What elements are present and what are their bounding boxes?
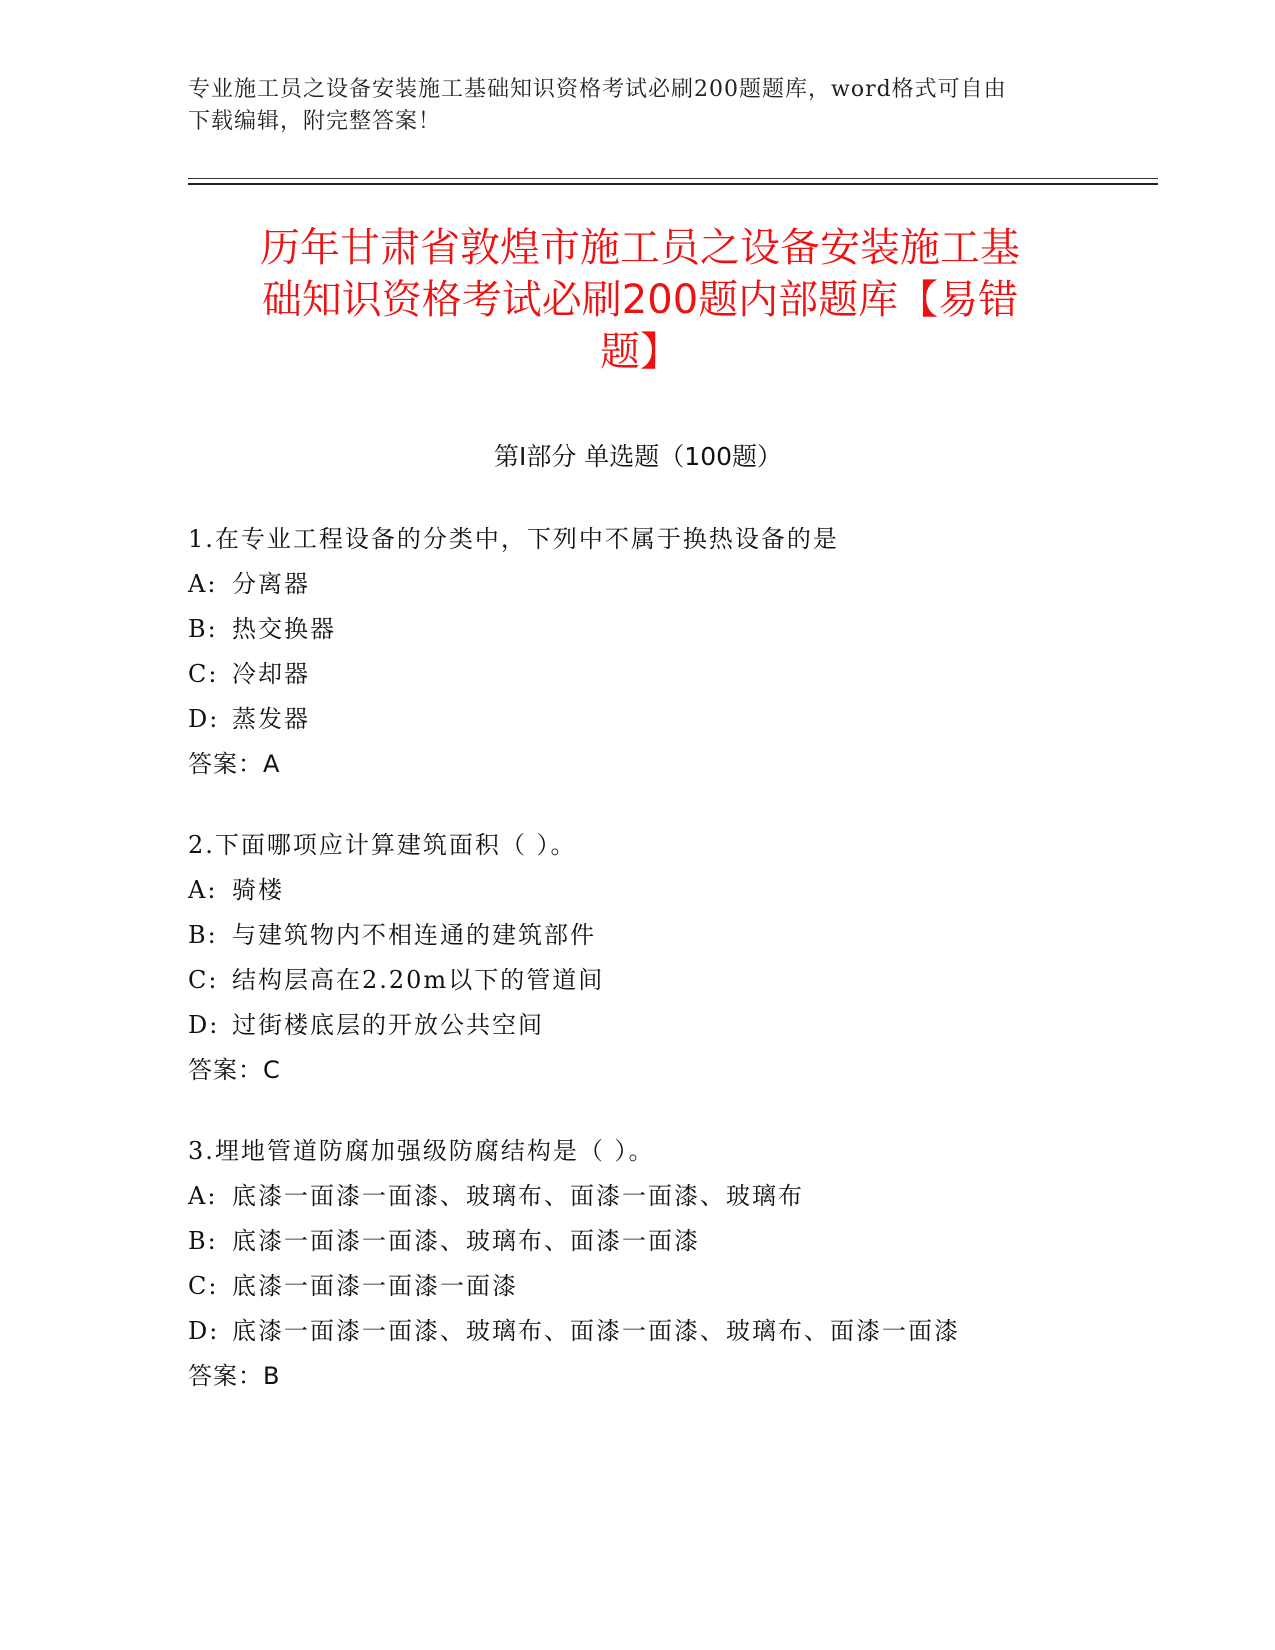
question-2 bbox=[188, 823, 1088, 1093]
option-text: 底漆一面漆一面漆、玻璃布、面漆一面漆、玻璃布 bbox=[232, 1182, 804, 1210]
option-text: 冷却器 bbox=[232, 660, 310, 688]
option-d bbox=[188, 697, 1088, 742]
option-letter: B: bbox=[188, 615, 218, 643]
option-letter: A: bbox=[188, 1182, 218, 1210]
answer-line: 答案：A bbox=[188, 750, 281, 778]
option-a bbox=[188, 1174, 1088, 1219]
header-note-line1: 专业施工员之设备安装施工基础知识资格考试必刷200题题库，word格式可自由 bbox=[188, 77, 1007, 102]
option-text: 分离器 bbox=[232, 570, 310, 598]
option-b bbox=[188, 1219, 1088, 1264]
page-title-line3: 题】 bbox=[600, 329, 680, 375]
option-text: 底漆一面漆一面漆、玻璃布、面漆一面漆 bbox=[232, 1227, 700, 1255]
option-a bbox=[188, 562, 1088, 607]
option-letter: C: bbox=[188, 966, 219, 994]
option-d bbox=[188, 1003, 1088, 1048]
option-letter: B: bbox=[188, 1227, 218, 1255]
option-c bbox=[188, 958, 1088, 1003]
option-letter: C: bbox=[188, 660, 219, 688]
option-text: 底漆一面漆一面漆一面漆 bbox=[232, 1272, 518, 1300]
question-1 bbox=[188, 517, 1088, 787]
question-stem: 1.在专业工程设备的分类中，下列中不属于换热设备的是 bbox=[188, 525, 839, 553]
option-letter: C: bbox=[188, 1272, 219, 1300]
option-b bbox=[188, 913, 1088, 958]
option-text: 结构层高在2.20m以下的管道间 bbox=[232, 966, 605, 994]
option-letter: A: bbox=[188, 570, 218, 598]
option-letter: D: bbox=[188, 1317, 220, 1345]
question-stem: 3.埋地管道防腐加强级防腐结构是（ ）。 bbox=[188, 1137, 655, 1165]
option-letter: B: bbox=[188, 921, 218, 949]
option-c bbox=[188, 652, 1088, 697]
header-divider-thin bbox=[188, 178, 1158, 179]
answer-line: 答案：B bbox=[188, 1362, 281, 1390]
option-text: 蒸发器 bbox=[232, 705, 310, 733]
header-divider-thick bbox=[188, 183, 1158, 185]
option-letter: A: bbox=[188, 876, 218, 904]
option-b bbox=[188, 607, 1088, 652]
option-text: 与建筑物内不相连通的建筑部件 bbox=[232, 921, 596, 949]
option-letter: D: bbox=[188, 1011, 220, 1039]
option-c bbox=[188, 1264, 1088, 1309]
option-text: 骑楼 bbox=[232, 876, 284, 904]
option-d bbox=[188, 1309, 1088, 1354]
option-text: 热交换器 bbox=[232, 615, 336, 643]
page-title-line1: 历年甘肃省敦煌市施工员之设备安装施工基 bbox=[260, 225, 1020, 271]
header-note bbox=[188, 74, 1088, 138]
section-heading: 第Ⅰ部分 单选题（100题） bbox=[493, 442, 783, 471]
header-note-line2: 下载编辑，附完整答案！ bbox=[188, 109, 442, 134]
option-letter: D: bbox=[188, 705, 220, 733]
option-text: 过街楼底层的开放公共空间 bbox=[232, 1011, 544, 1039]
option-text: 底漆一面漆一面漆、玻璃布、面漆一面漆、玻璃布、面漆一面漆 bbox=[232, 1317, 960, 1345]
question-3 bbox=[188, 1129, 1088, 1399]
page-title bbox=[190, 222, 1090, 378]
answer-line: 答案：C bbox=[188, 1056, 281, 1084]
page-title-line2: 础知识资格考试必刷200题内部题库【易错 bbox=[261, 277, 1019, 323]
option-a bbox=[188, 868, 1088, 913]
question-stem: 2.下面哪项应计算建筑面积（ ）。 bbox=[188, 831, 577, 859]
